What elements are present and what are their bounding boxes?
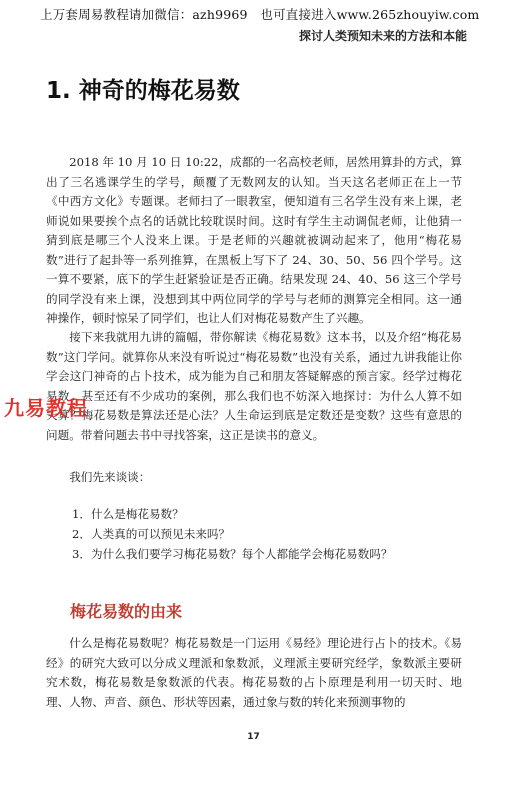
paragraph-intro: 2018 年 10 月 10 日 10:22，成都的一名高校老师，居然用算卦的方式，算出了三名逃课学生的学号，颠覆了无数网友的认知。当天这名老师正在上一节《中西方文化》专题课。老师扫了一眼教室，便知道有三名学生没有来上课，老师说如果要挨个点名的话就比较耽误时间。这时有学生主动调侃老师，让他猜一猜到底是哪三个人没来上课。于是老师的兴趣就被调动起来了，他用“梅花易数”进行了起卦等一系列推算，在黑板上写下了 24、30、50、56 四个学号。这一算不要紧，底下的学生赶紧验证是否正确。结果发现 24、40、56 这三个学号的同学没有来上课，没想到其中两位同学的学号与老师的测算完全相同。这一通神操作，顿时惊呆了同学们，也让人们对梅花易数产生了兴趣。: [46, 155, 462, 325]
top-banner: 上万套周易教程请加微信：azh9969 也可直接进入www.265zhouyiw.com: [40, 7, 480, 22]
list-item: 3．为什么我们要学习梅花易数？每个人都能学会梅花易数吗？: [72, 547, 393, 561]
list-item: 2．人类真的可以预见未来吗？: [72, 527, 231, 541]
section-heading: 梅花易数的由来: [70, 602, 183, 621]
watermark-logo: 九易教程: [4, 396, 88, 420]
page-number: 17: [247, 732, 260, 742]
list-item: 1．什么是梅花易数？: [72, 507, 184, 521]
paragraph-lead: 我们先来谈谈：: [69, 470, 151, 484]
paragraph-section: 什么是梅花易数呢？梅花易数是一门运用《易经》理论进行占卜的技术。《易经》的研究大致可以分成义理派和象数派，义理派主要研究经学，象数派主要研究术数，梅花易数是象数派的代表。梅花易数的占卜原理是利用一切天时、地理、人物、声音、颜色、形状等因素，通过象与数的转化来预测事物的: [46, 636, 462, 709]
paragraph-overview: 接下来我就用九讲的篇幅，带你解读《梅花易数》这本书，以及介绍“梅花易数”这门学问。就算你从来没有听说过“梅花易数”也没有关系，通过九讲我能让你学会这门神奇的占卜技术，成为能为自己和朋友答疑解惑的预言家。经学过梅花易数，甚至还有不少成功的案例，那么我们也不妨深入地探讨：为什么人算不如天算？梅花易数是算法还是心法？人生命运到底是定数还是变数？这些有意思的问题。带着问题去书中寻找答案，这正是读书的意义。: [46, 330, 462, 442]
running-header: 探讨人类预知未来的方法和本能: [298, 29, 467, 43]
chapter-title: 1. 神奇的梅花易数: [46, 78, 240, 104]
